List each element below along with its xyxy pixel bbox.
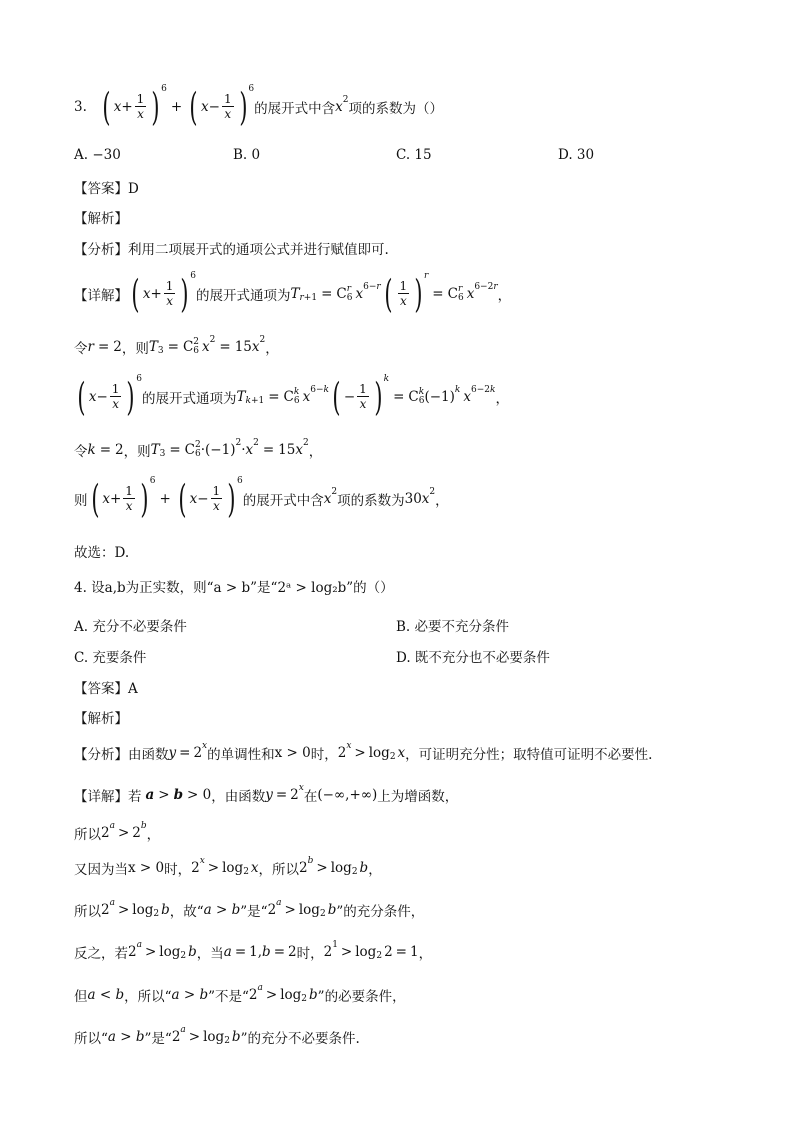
q3-number: 3. [74, 99, 87, 115]
q4-line-3: 所以 2 a > log 2 b ，故“ a > b ”是“ 2 a > log 2 b ”的充分条件， [74, 898, 425, 920]
q4-line-4: 反之，若 2 a > log 2 b ，当 a = 1, b = 2 时， 2 1 > log 2 2 = 1 ， [74, 940, 433, 962]
q3-detail-2: ( x − $\frac{1}{x}$ ) 6 的展开式通项为 T k +1 = C k 6 x 6−k ( − $\frac{1}{x}$ ) k = C k 6 (−1) k x 6−2k ， [77, 374, 509, 419]
q3-option-b: B. 0 [233, 147, 261, 163]
q4-fenxi: 【分析】由函数 y = 2 x 的单调性和 x > 0 时， 2 x > log 2 x ，可证明充分性；取特值可证明不必要性. [74, 741, 653, 763]
q3-stem: 3. ( x + $\frac{1}{x}$ ) 6 + ( x − $\frac{1}{x}$ ) 6 的展开式中含 x 2 项的系数为（） [74, 84, 443, 129]
q3-let-r: 令 r = 2 ，则 T 3 = C 2 6 x 2 = 15 x 2 ， [74, 335, 279, 357]
q4-detail-1: 【详解】若 a > b > 0 ，由函数 y = 2 x 在 (−∞,+∞) 上为增函数， [74, 783, 459, 805]
q4-stem: 4. 设a,b为正实数，则“a > b”是“2ᵃ > log₂b”的（） [74, 580, 394, 596]
q4-line-1: 所以 2 a > 2 b ， [74, 821, 161, 843]
q4-analysis-label: 【解析】 [74, 711, 128, 727]
q3-option-a: A. −30 [74, 147, 121, 163]
q4-answer: 【答案】A [74, 681, 138, 697]
q4-option-a: A. 充分不必要条件 [74, 619, 187, 635]
q3-detail-1: 【详解】 ( x + $\frac{1}{x}$ ) 6 的展开式通项为 T r +1 = C r 6 x 6−r ( $\frac{1}{x}$ ) r = C r 6 x 6−2r ， [74, 271, 512, 316]
q4-option-d: D. 既不充分也不必要条件 [396, 650, 550, 666]
q3-conclusion: 则 ( x + $\frac{1}{x}$ ) 6 + ( x − $\frac{1}{x}$ ) 6 的展开式中含 x 2 项的系数为 30 x 2 ， [74, 476, 449, 521]
q3-answer: 【答案】D [74, 181, 139, 197]
q3-option-d: D. 30 [558, 147, 595, 163]
q4-line-5: 但 a < b ，所以“ a > b ”不是“ 2 a > log 2 b ”的必要条件， [74, 983, 406, 1005]
q3-fenxi: 【分析】利用二项展开式的通项公式并进行赋值即可. [74, 242, 389, 258]
expr-x-plus-1-over-x: ( x + $\frac{1}{x}$ ) 6 [102, 84, 167, 129]
q3-choose: 故选：D. [74, 545, 130, 561]
q3-analysis-label: 【解析】 [74, 211, 128, 227]
q4-option-b: B. 必要不充分条件 [396, 619, 510, 635]
q3-let-k: 令 k = 2 ，则 T 3 = C 2 6 ·(−1) 2 · x 2 = 15 x 2 ， [74, 438, 323, 460]
q4-option-c: C. 充要条件 [74, 650, 147, 666]
q4-line-2: 又因为当 x > 0 时， 2 x > log 2 x ，所以 2 b > log 2 b ， [74, 856, 382, 878]
expr-x-minus-1-over-x: ( x − $\frac{1}{x}$ ) 6 [189, 84, 255, 129]
q3-option-c: C. 15 [396, 147, 432, 163]
q4-line-6: 所以“ a > b ”是“ 2 a > log 2 b ”的充分不必要条件. [74, 1025, 360, 1047]
